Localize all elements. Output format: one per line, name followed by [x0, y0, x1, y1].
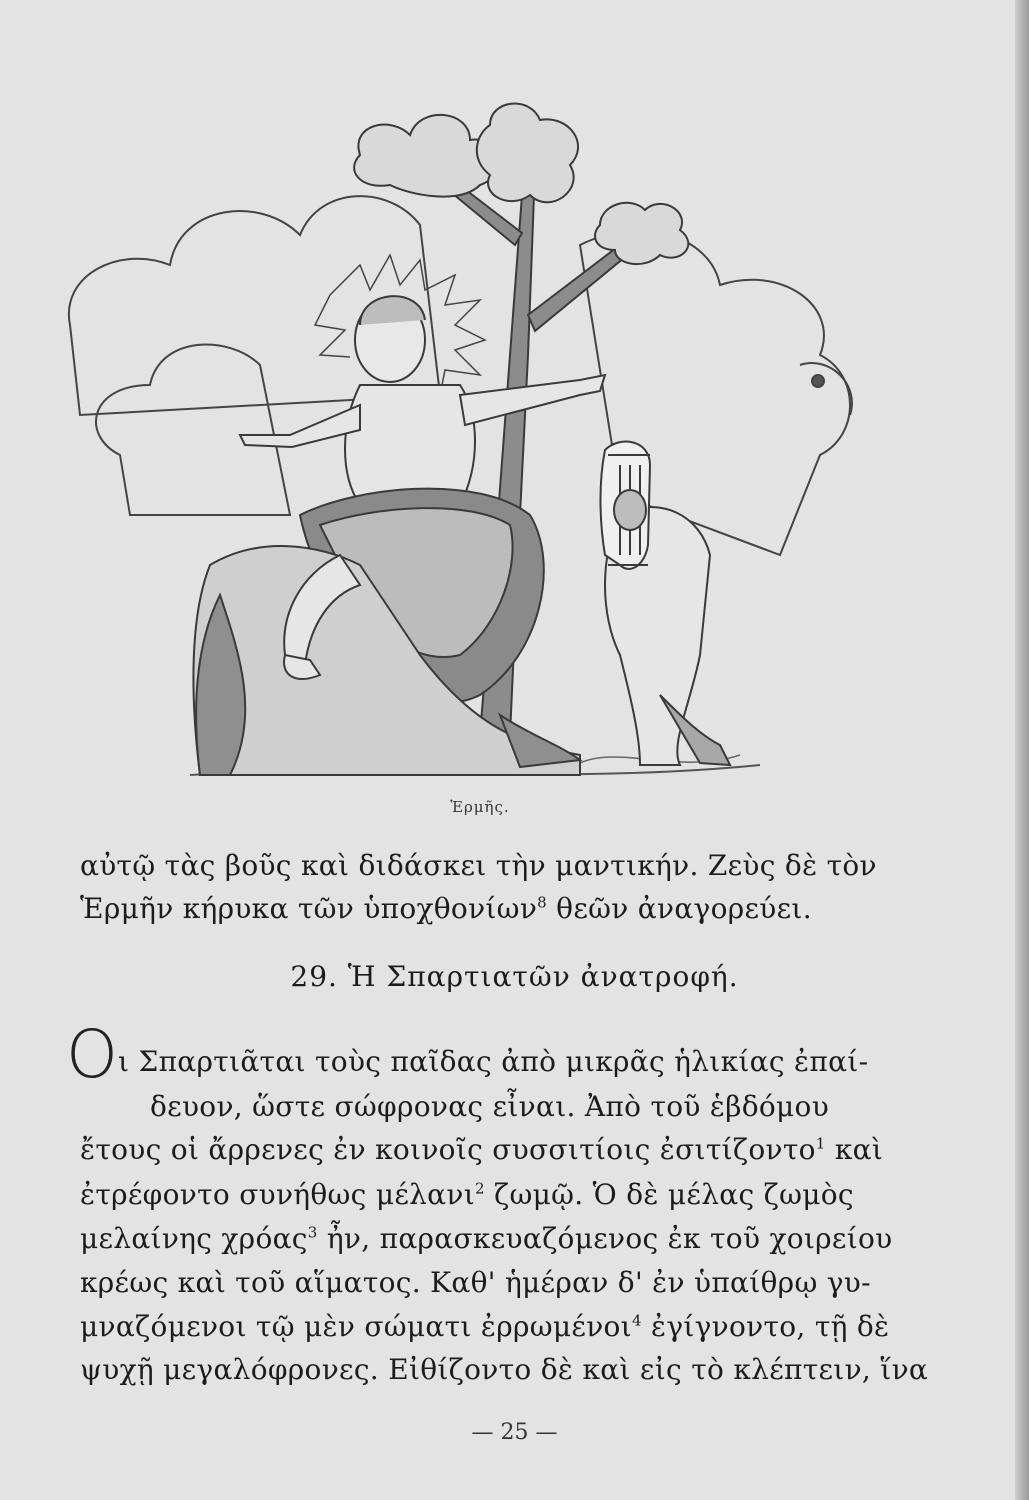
text-line-2 [80, 892, 880, 925]
paragraph-line-1 [118, 1045, 878, 1078]
paragraph-line-1-content: ι Σπαρτιᾶται τοὺς παῖδας ἀπὸ μικρᾶς ἡλικίας ἐπαί- [118, 1045, 869, 1078]
section-heading: 29. Ἡ Σπαρτιατῶν ἀνατροφή. [290, 960, 739, 993]
footnote-ref-2: 2 [474, 1179, 485, 1198]
text-line-1-content: αὐτῷ τὰς βοῦς καὶ διδάσκει τὴν μαντικήν. Ζεὺς δὲ τὸν [80, 849, 877, 882]
paragraph-line-7-start: μναζόμενοι τῷ μὲν σώματι ἐρρωμένοι [80, 1310, 632, 1343]
paragraph-line-5-start: μελαίνης χρόας [80, 1222, 308, 1255]
paragraph-line-4 [80, 1178, 880, 1211]
paragraph-line-5 [80, 1222, 893, 1255]
page-edge [1015, 0, 1029, 1500]
text-line-1 [80, 849, 880, 882]
paragraph-line-4-end: ζωμῷ. Ὁ δὲ μέλας ζωμὸς [484, 1178, 854, 1211]
footnote-ref-1: 1 [815, 1134, 826, 1153]
paragraph-line-6-content: κρέως καὶ τοῦ αἵματος. Καθ' ἡμέραν δ' ἐν ὑπαίθρῳ γυ- [80, 1266, 871, 1299]
illustration-caption: Ἑρμῆς. [450, 798, 510, 816]
paragraph-line-3 [80, 1133, 884, 1166]
page-number: — 25 — [471, 1420, 558, 1445]
text-line-2-start: Ἑρμῆν κήρυκα τῶν ὑποχθονίων [80, 892, 538, 925]
paragraph-line-6 [80, 1266, 880, 1299]
paragraph-line-2-content: δευον, ὥστε σώφρονας εἶναι. Ἀπὸ τοῦ ἑβδόμου [150, 1090, 830, 1123]
paragraph-line-4-start: ἐτρέφοντο συνήθως μέλανι [80, 1178, 475, 1211]
paragraph-line-7 [80, 1310, 890, 1343]
paragraph-line-2 [150, 1090, 880, 1123]
footnote-ref-8: 8 [537, 893, 547, 912]
footnote-ref-4: 4 [631, 1311, 642, 1330]
text-line-2-end: θεῶν ἀναγορεύει. [546, 892, 812, 925]
paragraph-line-8-content: ψυχῇ μεγαλόφρονες. Εἰθίζοντο δὲ καὶ εἰς τὸ κλέπτειν, ἵνα [80, 1353, 929, 1386]
paragraph-line-8 [80, 1353, 929, 1386]
paragraph-line-3-end: καὶ [825, 1133, 884, 1166]
hermes-illustration [60, 95, 880, 795]
drop-cap: Ο [66, 1016, 118, 1093]
paragraph-line-3-start: ἔτους οἱ ἄρρενες ἐν κοινοῖς συσσιτίοις ἐσιτίζοντο [80, 1133, 816, 1166]
paragraph-line-5-end: ἦν, παρασκευαζόμενος ἐκ τοῦ χοιρείου [317, 1222, 893, 1255]
paragraph-line-7-end: ἐγίγνοντο, τῇ δὲ [641, 1310, 890, 1343]
footnote-ref-3: 3 [307, 1223, 318, 1242]
